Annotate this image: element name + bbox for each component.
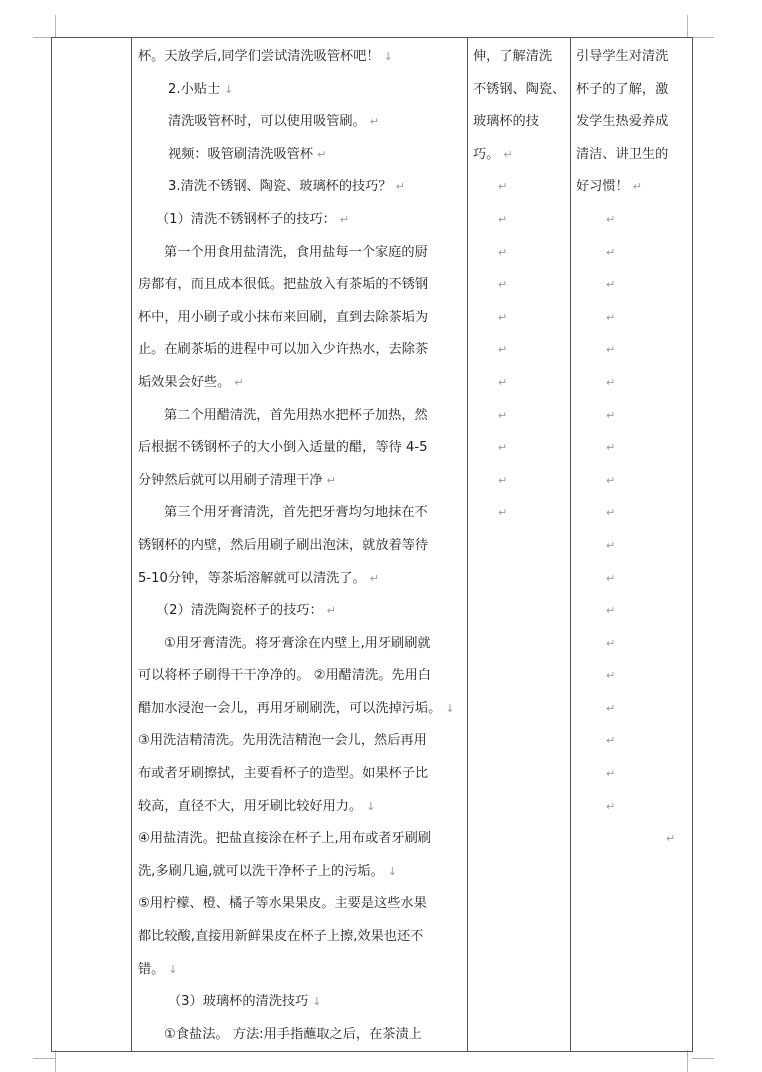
content-line [138, 628, 461, 661]
paragraph-mark: ↵ [606, 506, 616, 520]
content-line-text: 洗,多刷几遍,就可以洗干净杯子上的污垢。 [138, 863, 384, 879]
content-line-text: ⑤用柠檬、橙、橘子等水果果皮。主要是这些水果 [138, 896, 427, 912]
paragraph-mark: ↓ [168, 962, 178, 976]
content-line-text: ①用牙膏清洗。将牙膏涂在内壁上,用牙刷刷就 [164, 635, 431, 651]
content-line [138, 139, 461, 172]
design-intent-text [576, 41, 688, 204]
intent-line-text: 好习惯！ [576, 179, 629, 195]
paragraph-mark: ↵ [606, 734, 616, 748]
content-line-text: 3.清洗不锈钢、陶瓷、玻璃杯的技巧？ [168, 179, 392, 195]
paragraph-mark: ↵ [606, 571, 616, 585]
design-intent-marks [576, 204, 688, 823]
paragraph-mark: ↵ [606, 441, 616, 455]
content-line [138, 465, 461, 498]
content-line [138, 725, 461, 758]
paragraph-mark: ↵ [369, 571, 379, 585]
content-line-text: （2）清洗陶瓷杯子的技巧： [156, 603, 323, 619]
paragraph-mark: ↵ [339, 212, 350, 226]
content-line [138, 74, 461, 107]
content-line-text: 醋加水浸泡一会儿，再用牙刷刷洗，可以洗掉污垢。 [138, 700, 442, 716]
paragraph-mark: ↵ [606, 799, 616, 813]
content-line-text: ④用盐清洗。把盐直接涂在杯子上,用布或者牙刷刷 [138, 831, 431, 847]
paragraph-mark: ↓ [224, 82, 234, 96]
content-line-text: 可以将杯子刷得干干净净的。 ②用醋清洗。先用白 [138, 668, 431, 684]
paragraph-mark: ↵ [498, 278, 508, 292]
lesson-table [51, 37, 693, 1052]
content-line [138, 400, 461, 433]
crop-mark-bottom-left-h [33, 1058, 55, 1059]
content-line [138, 269, 461, 302]
content-line-text: 第一个用食用盐清洗，食用盐每一个家庭的厨 [164, 244, 428, 260]
paragraph-mark: ↵ [606, 343, 616, 357]
intent-line [576, 171, 688, 204]
paragraph-mark: ↵ [326, 473, 336, 487]
content-line [138, 204, 461, 237]
label-column-cell [52, 38, 132, 1052]
crop-mark-bottom-right-v [687, 1050, 688, 1072]
content-line-text: 2.小贴士 [168, 81, 221, 97]
paragraph-mark: ↵ [503, 147, 513, 161]
paragraph-mark: ↓ [366, 799, 376, 813]
activity-line: 玻璃杯的技 [473, 114, 539, 130]
paragraph-mark: ↵ [498, 343, 508, 357]
content-line-text: 错。 [138, 961, 165, 977]
design-intent-last-mark: ↵ [666, 832, 676, 846]
content-line-text: 第三个用牙膏清洗，首先把牙膏均匀地抹在不 [164, 505, 428, 521]
activity-line: 伸，了解清洗 [473, 49, 553, 64]
paragraph-mark: ↵ [606, 636, 616, 650]
content-line [138, 986, 461, 1019]
paragraph-mark: ↵ [606, 408, 616, 422]
paragraph-mark: ↵ [606, 701, 616, 715]
student-activity-marks [473, 171, 566, 530]
content-line-text: 房都有，而且成本很低。把盐放入有茶垢的不锈钢 [138, 277, 429, 293]
content-line-text: （1）清洗不锈钢杯子的技巧： [156, 211, 336, 227]
content-line [138, 954, 461, 987]
paragraph-mark: ↵ [317, 147, 327, 161]
content-line-text: 视频：吸管刷清洗吸管杯 [168, 146, 314, 162]
teaching-content-text [138, 41, 461, 1051]
crop-mark-top-right-h [692, 37, 714, 38]
crop-mark-top-right-v [687, 15, 688, 37]
paragraph-mark: ↵ [632, 180, 642, 194]
paragraph-mark: ↵ [498, 375, 508, 389]
paragraph-mark: ↵ [234, 375, 244, 389]
content-line-text: 分钟然后就可以用刷子清理干净 [138, 472, 323, 488]
paragraph-mark: ↵ [606, 278, 616, 292]
content-line [138, 106, 461, 139]
paragraph-mark: ↵ [498, 473, 508, 487]
paragraph-mark: ↵ [498, 245, 508, 259]
content-line-text: 5-10分钟，等茶垢溶解就可以清洗了。 [138, 570, 366, 586]
paragraph-mark: ↵ [606, 669, 616, 683]
paragraph-mark: ↵ [606, 767, 616, 781]
activity-line: 不锈钢、陶瓷、 [473, 81, 566, 97]
content-line [138, 1019, 461, 1052]
paragraph-mark: ↵ [606, 310, 616, 324]
content-line [138, 530, 461, 563]
content-line [138, 921, 461, 954]
content-line [138, 660, 461, 693]
crop-mark-bottom-right-h [692, 1058, 714, 1059]
content-line-text: 布或者牙刷擦拭，主要看杯子的造型。如果杯子比 [138, 766, 429, 782]
content-line-text: 垢效果会好些。 [138, 374, 231, 390]
content-line-text: 杯。天放学后,同学们尝试清洗吸管杯吧！ [138, 49, 380, 64]
content-line [138, 856, 461, 889]
student-activity-text [473, 41, 566, 171]
content-line-text: 第二个用醋清洗，首先用热水把杯子加热，然 [164, 407, 428, 423]
activity-line-text: 巧。 [473, 146, 500, 162]
content-line [138, 888, 461, 921]
paragraph-mark: ↵ [498, 408, 508, 422]
paragraph-mark: ↵ [498, 212, 508, 226]
content-line [138, 41, 461, 74]
content-line-text: 锈钢杯的内壁，然后用刷子刷出泡沫，就放着等待 [138, 537, 429, 553]
content-line-text: （3）玻璃杯的清洗技巧 [168, 994, 309, 1010]
content-line-text: 杯中，用小刷子或小抹布来回刷，直到去除茶垢为 [138, 309, 429, 325]
paragraph-mark: ↵ [326, 604, 336, 618]
paragraph-mark: ↵ [369, 115, 380, 129]
content-line-text: 清洗吸管杯时，可以使用吸管刷。 [168, 114, 366, 130]
content-line [138, 563, 461, 596]
content-line [138, 595, 461, 628]
content-line [138, 367, 461, 400]
student-activity-cell [468, 38, 571, 1052]
content-line-text: ①食盐法。 方法:用手指蘸取之后，在茶渍上 [164, 1026, 422, 1042]
paragraph-mark: ↵ [498, 506, 508, 520]
crop-mark-top-left-v [55, 15, 56, 37]
paragraph-mark: ↓ [445, 701, 455, 715]
content-line-text: 都比较酸,直接用新鲜果皮在杯子上擦,效果也还不 [138, 929, 424, 945]
teaching-content-cell [132, 38, 468, 1052]
content-line [138, 334, 461, 367]
content-line [138, 823, 461, 856]
content-line [138, 693, 461, 726]
paragraph-mark: ↵ [606, 538, 616, 552]
design-intent-cell [571, 38, 693, 1052]
content-line [138, 302, 461, 335]
content-line-text: 止。在刷茶垢的进程中可以加入少许热水，去除茶 [138, 342, 429, 358]
table-row [52, 38, 693, 1052]
paragraph-mark: ↓ [312, 995, 322, 1009]
paragraph-mark: ↓ [387, 864, 397, 878]
paragraph-mark: ↵ [498, 310, 508, 324]
content-line [138, 497, 461, 530]
content-line [138, 171, 461, 204]
crop-mark-bottom-left-v [55, 1050, 56, 1072]
content-line-text: ③用洗洁精清洗。先用洗洁精泡一会儿，然后再用 [138, 733, 427, 749]
paragraph-mark: ↵ [606, 212, 616, 226]
content-line-text: 较高，直径不大，用牙刷比较好用力。 [138, 798, 363, 814]
intent-line: 引导学生对清洗 [576, 49, 669, 64]
intent-line: 清洁、讲卫生的 [576, 146, 669, 162]
paragraph-mark: ↵ [606, 245, 616, 259]
intent-line: 杯子的了解，激 [576, 81, 669, 97]
content-line [138, 758, 461, 791]
content-line [138, 237, 461, 270]
paragraph-mark: ↵ [606, 473, 616, 487]
paragraph-mark: ↵ [498, 180, 508, 194]
intent-line: 发学生热爱养成 [576, 114, 669, 130]
paragraph-mark: ↵ [395, 180, 405, 194]
paragraph-mark: ↓ [383, 50, 393, 63]
content-line [138, 791, 461, 824]
content-line-text: 后根据不锈钢杯子的大小倒入适量的醋，等待 4-5 [138, 440, 428, 456]
paragraph-mark: ↵ [498, 441, 508, 455]
content-line [138, 432, 461, 465]
paragraph-mark: ↵ [606, 604, 616, 618]
activity-line [473, 139, 566, 172]
paragraph-mark: ↵ [606, 375, 616, 389]
